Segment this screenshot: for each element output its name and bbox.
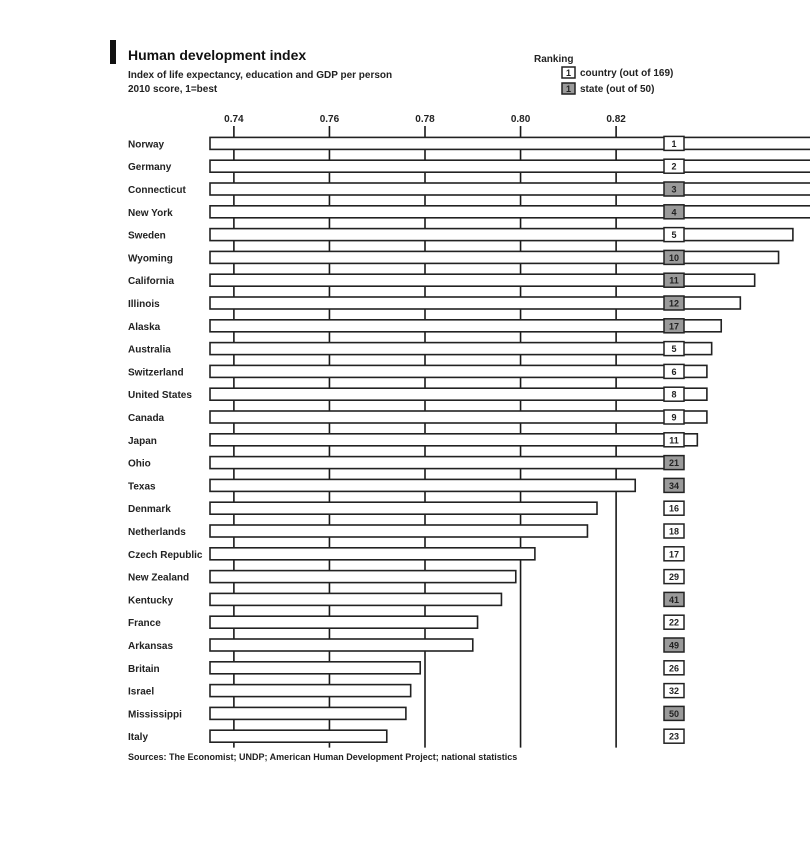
- category-label-9: Australia: [128, 344, 171, 356]
- bar-5: [210, 251, 779, 263]
- x-tick-label-3: 0.80: [510, 114, 531, 125]
- category-label-15: Texas: [128, 481, 156, 493]
- plot-area: [128, 114, 810, 748]
- category-label-13: Japan: [128, 435, 157, 447]
- rank-label-15: 34: [668, 480, 680, 491]
- rank-label-2: 3: [671, 184, 677, 195]
- category-label-19: New Zealand: [128, 572, 190, 584]
- x-tick-label-1: 0.76: [319, 114, 340, 125]
- x-tick-label-4: 0.82: [606, 114, 626, 125]
- category-label-26: Italy: [128, 732, 149, 744]
- category-label-16: Denmark: [128, 504, 171, 516]
- legend-country-label: country (out of 169): [580, 68, 674, 79]
- legend-title: Ranking: [534, 54, 574, 65]
- chart-subtitle-line-1: Index of life expectancy, education and GDP per person: [128, 70, 393, 81]
- rank-label-7: 12: [668, 298, 680, 309]
- rank-label-11: 8: [671, 389, 677, 400]
- category-label-8: Alaska: [128, 321, 161, 333]
- bar-10: [210, 365, 707, 377]
- rank-label-6: 11: [669, 275, 679, 286]
- bar-12: [210, 411, 707, 423]
- rank-label-22: 49: [668, 640, 680, 651]
- rank-label-25: 50: [668, 708, 680, 719]
- bar-14: [210, 457, 673, 469]
- rank-label-17: 18: [668, 526, 680, 537]
- rank-label-5: 10: [668, 252, 680, 263]
- bar-4: [210, 229, 793, 241]
- bar-23: [210, 662, 420, 674]
- bar-0: [210, 137, 810, 149]
- rank-label-8: 17: [668, 321, 680, 332]
- legend-state-sample: 1: [565, 84, 572, 94]
- bar-11: [210, 388, 707, 400]
- bar-13: [210, 434, 697, 446]
- rank-label-24: 32: [668, 686, 680, 697]
- chart-title: Human development index: [128, 47, 307, 63]
- legend-state-label: state (out of 50): [580, 84, 655, 95]
- category-label-21: France: [128, 618, 161, 630]
- bar-9: [210, 343, 712, 355]
- category-label-22: Arkansas: [128, 641, 174, 652]
- bar-22: [210, 639, 473, 651]
- category-label-11: United States: [128, 390, 192, 402]
- category-label-24: Israel: [128, 686, 155, 698]
- rank-label-23: 26: [668, 663, 680, 674]
- bar-21: [210, 616, 478, 628]
- rank-label-18: 17: [668, 549, 680, 560]
- source-note: Sources: The Economist; UNDP; American Human Development Project; national statistics: [128, 752, 518, 762]
- category-label-12: Canada: [128, 413, 165, 424]
- category-label-17: Netherlands: [128, 527, 186, 538]
- rank-label-1: 2: [671, 161, 677, 172]
- rank-label-19: 29: [668, 572, 680, 583]
- legend-country-sample: 1: [565, 68, 572, 78]
- category-label-18: Czech Republic: [128, 549, 203, 561]
- rank-label-21: 22: [668, 617, 680, 628]
- chart-subtitle-line-2: 2010 score, 1=best: [128, 84, 218, 95]
- bar-2: [210, 183, 810, 195]
- category-label-1: Germany: [128, 162, 172, 174]
- rank-label-10: 6: [671, 366, 677, 377]
- category-label-5: Wyoming: [128, 253, 173, 265]
- bar-17: [210, 525, 587, 537]
- rank-label-14: 21: [668, 458, 680, 469]
- category-label-10: Switzerland: [128, 367, 184, 379]
- bar-7: [210, 297, 740, 309]
- x-tick-label-0: 0.74: [224, 114, 244, 125]
- rank-label-20: 41: [668, 594, 680, 605]
- bar-1: [210, 160, 810, 172]
- bar-20: [210, 593, 501, 605]
- legend-state-entry: [562, 83, 654, 95]
- category-label-0: Norway: [128, 139, 165, 151]
- category-label-14: Ohio: [128, 458, 151, 470]
- rank-label-3: 4: [671, 207, 677, 218]
- rank-label-9: 5: [671, 344, 677, 355]
- bar-8: [210, 320, 721, 332]
- category-label-23: Britain: [128, 663, 160, 675]
- bar-16: [210, 502, 597, 514]
- category-label-7: Illinois: [128, 299, 160, 310]
- bar-18: [210, 548, 535, 560]
- bar-19: [210, 571, 516, 583]
- title-accent-bar: [110, 40, 116, 64]
- bar-26: [210, 730, 387, 742]
- bar-24: [210, 685, 411, 697]
- rank-label-16: 16: [668, 503, 680, 514]
- rank-label-13: 11: [669, 435, 679, 446]
- category-label-6: California: [128, 276, 175, 288]
- rank-label-26: 23: [668, 731, 680, 742]
- bar-25: [210, 707, 406, 719]
- bar-3: [210, 206, 810, 218]
- category-label-2: Connecticut: [128, 185, 186, 196]
- category-label-3: New York: [128, 207, 173, 219]
- rank-label-12: 9: [671, 412, 677, 423]
- legend-country-entry: [562, 67, 673, 79]
- bar-15: [210, 479, 635, 491]
- rank-label-0: 1: [671, 138, 677, 149]
- category-label-4: Sweden: [128, 230, 166, 242]
- x-tick-label-2: 0.78: [415, 114, 435, 125]
- category-label-25: Mississippi: [128, 709, 182, 721]
- category-label-20: Kentucky: [128, 595, 174, 607]
- rank-label-4: 5: [671, 230, 677, 241]
